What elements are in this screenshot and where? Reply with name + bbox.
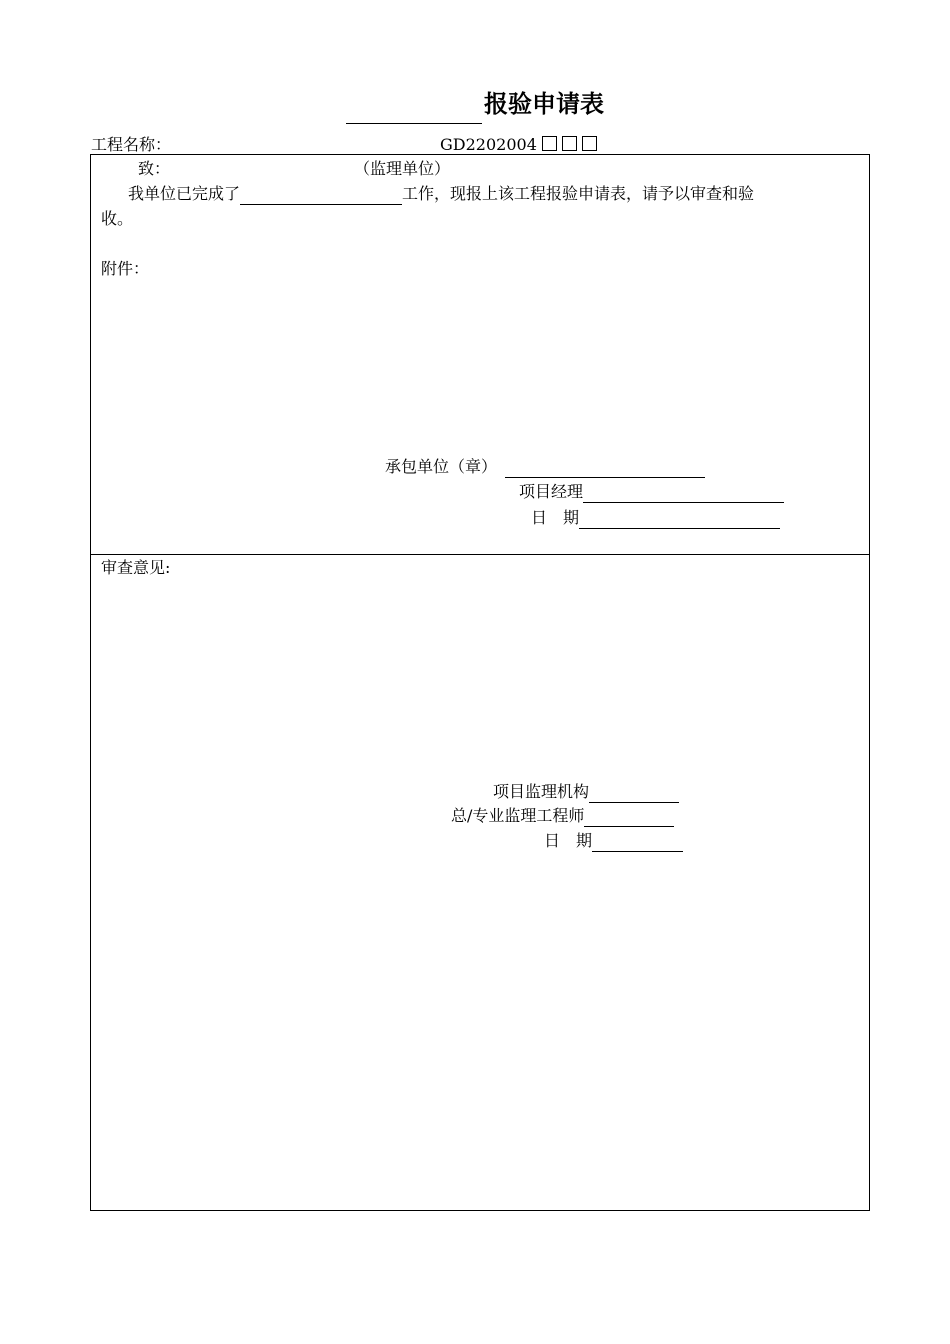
review-date-blank xyxy=(592,833,683,852)
form-frame xyxy=(90,154,870,1211)
addressee-prefix: 致： xyxy=(138,159,171,178)
checkbox-icon-3 xyxy=(582,136,597,151)
project-name-label: 工程名称： xyxy=(91,135,172,154)
body-wrap: 收。 xyxy=(101,209,134,228)
attachments-label: 附件： xyxy=(101,259,150,278)
title-blank-line xyxy=(346,93,482,124)
project-manager-line xyxy=(519,481,784,503)
review-date-label: 日 期 xyxy=(544,831,593,850)
chief-engineer-blank xyxy=(584,808,674,827)
project-manager-blank xyxy=(583,484,784,503)
review-date-line xyxy=(544,830,683,852)
addressee-unit: （监理单位） xyxy=(354,159,451,178)
date-blank xyxy=(579,510,780,529)
supervision-org-line xyxy=(493,781,679,803)
chief-engineer-line xyxy=(451,805,674,827)
doc-code xyxy=(440,134,597,156)
contractor-line xyxy=(385,456,705,478)
body-after: 工作，现报上该工程报验申请表，请予以审查和验 xyxy=(402,184,755,203)
chief-engineer-label: 总/专业监理工程师 xyxy=(451,806,585,825)
contractor-blank xyxy=(505,459,705,478)
supervision-org-blank xyxy=(589,784,679,803)
review-label: 审查意见: xyxy=(101,558,171,577)
form-title-text: 报验申请表 xyxy=(484,90,604,118)
checkbox-icon-1 xyxy=(542,136,557,151)
work-item-blank xyxy=(240,186,402,205)
form-title xyxy=(0,84,950,124)
project-manager-label: 项目经理 xyxy=(519,482,584,501)
date-line xyxy=(531,507,780,529)
checkbox-icon-2 xyxy=(562,136,577,151)
supervision-org-label: 项目监理机构 xyxy=(493,782,590,801)
section-divider xyxy=(90,554,870,555)
date-label: 日 期 xyxy=(531,508,580,527)
application-body xyxy=(128,183,754,205)
body-before: 我单位已完成了 xyxy=(128,184,241,203)
doc-code-text: GD2202004 xyxy=(440,135,537,154)
contractor-label: 承包单位（章） xyxy=(385,457,498,476)
